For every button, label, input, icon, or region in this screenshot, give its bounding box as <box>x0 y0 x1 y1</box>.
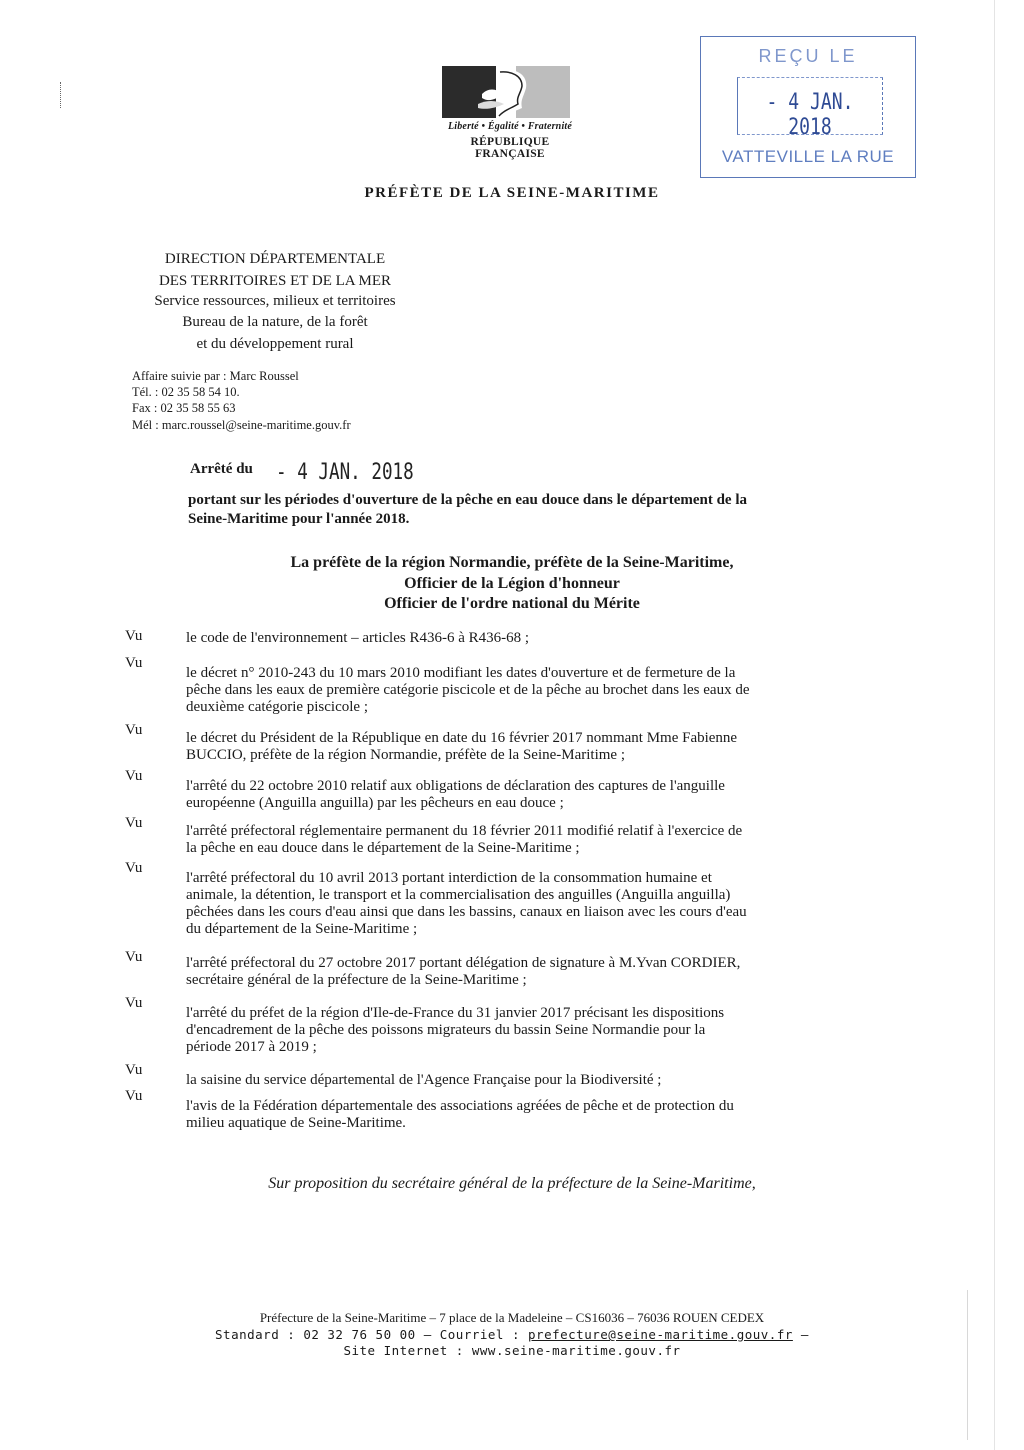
vu-label: Vu <box>125 949 143 965</box>
consideration-item: l'arrêté du 22 octobre 2010 relatif aux obligations de déclaration des captures de l'anguille européenne (Anguilla anguilla) par les pêcheurs en eau douce ; <box>186 778 725 811</box>
contact-tel: Tél. : 02 35 58 54 10. <box>132 385 240 399</box>
footer-contact <box>0 1327 1024 1342</box>
vu-label: Vu <box>125 655 143 671</box>
prefecture-title: PRÉFÈTE DE LA SEINE-MARITIME <box>364 185 660 201</box>
scan-right-edge <box>994 0 995 1450</box>
footer-site: Site Internet : www.seine-maritime.gouv.fr <box>343 1343 681 1358</box>
arrete-subject-line: Seine-Maritime pour l'année 2018. <box>188 511 410 527</box>
vu-label: Vu <box>125 722 143 738</box>
department-line: DES TERRITOIRES ET DE LA MER <box>158 273 392 289</box>
stamp-date-box <box>737 77 883 140</box>
footer-dash: – <box>792 1327 809 1342</box>
arrete-subject-line: portant sur les périodes d'ouverture de la pêche en eau douce dans le département de la <box>188 492 748 508</box>
stamp-title: REÇU LE <box>758 46 858 66</box>
consideration-item: l'arrêté préfectoral réglementaire permanent du 18 février 2011 modifié relatif à l'exercice de la pêche en eau douce dans le département de la Seine-Maritime ; <box>186 823 743 856</box>
intro-line: Officier de l'ordre national du Mérite <box>384 595 640 612</box>
received-stamp <box>700 36 916 178</box>
department-line: Service ressources, milieux et territoires <box>154 293 396 309</box>
footer-email-link[interactable]: prefecture@seine-maritime.gouv.fr <box>528 1327 793 1342</box>
proposal-line: Sur proposition du secrétaire général de la préfecture de la Seine-Maritime, <box>268 1175 756 1192</box>
footer-standard: Standard : 02 32 76 50 00 – Courriel : <box>215 1327 529 1342</box>
vu-label: Vu <box>125 1088 143 1104</box>
scan-fold-line <box>967 1290 968 1440</box>
footer-address: Préfecture de la Seine-Maritime – 7 place de la Madeleine – CS16036 – 76036 ROUEN CEDEX <box>259 1310 765 1325</box>
stamp-date: - 4 JAN. 2018 <box>766 90 854 140</box>
marianne-logo <box>442 66 570 126</box>
contact-followed-by: Affaire suivie par : Marc Roussel <box>132 369 299 383</box>
consideration-item: l'arrêté préfectoral du 10 avril 2013 portant interdiction de la consommation humaine et animale, la détention, le transport et la commercialisation des anguilles (Anguilla anguilla) pêchées dans les cours d'eau ainsi que dans les bassins, canaux en liaison avec les cours d'eau du département de la Seine-Maritime ; <box>186 870 747 937</box>
department-line: et du développement rural <box>196 336 354 352</box>
arrete-label: Arrêté du <box>190 461 253 477</box>
contact-fax: Fax : 02 35 58 55 63 <box>132 401 236 415</box>
vu-label: Vu <box>125 1062 143 1078</box>
consideration-item: le décret n° 2010-243 du 10 mars 2010 modifiant les dates d'ouverture et de fermeture de la pêche dans les eaux de première catégorie piscicole et de la pêche au brochet dans les eaux de deuxième catégorie piscicole ; <box>186 665 750 715</box>
contact-mail: Mél : marc.roussel@seine-maritime.gouv.fr <box>132 418 351 432</box>
vu-label: Vu <box>125 860 143 876</box>
consideration-item: l'arrêté préfectoral du 27 octobre 2017 portant délégation de signature à M.Yvan CORDIER, secrétaire général de la préfecture de la Seine-Maritime ; <box>186 955 741 988</box>
consideration-item: l'avis de la Fédération départementale des associations agréées de pêche et de protection du milieu aquatique de Seine-Maritime. <box>186 1098 734 1131</box>
intro-line: Officier de la Légion d'honneur <box>404 575 620 592</box>
vu-label: Vu <box>125 768 143 784</box>
stamp-place: VATTEVILLE LA RUE <box>721 147 895 166</box>
arrete-date-stamp: - 4 JAN. 2018 <box>276 460 414 485</box>
consideration-item: la saisine du service départemental de l'Agence Française pour la Biodiversité ; <box>186 1072 662 1088</box>
vu-label: Vu <box>125 628 143 644</box>
republic-motto: Liberté • Égalité • Fraternité <box>447 121 573 132</box>
republic-name: RÉPUBLIQUE FRANÇAISE <box>470 136 550 160</box>
vu-label: Vu <box>125 995 143 1011</box>
vu-label: Vu <box>125 815 143 831</box>
consideration-item: le code de l'environnement – articles R436-6 à R436-68 ; <box>186 630 530 646</box>
department-line: Bureau de la nature, de la forêt <box>182 314 368 330</box>
department-line: DIRECTION DÉPARTEMENTALE <box>164 251 386 267</box>
intro-line: La préfète de la région Normandie, préfète de la Seine-Maritime, <box>290 554 734 571</box>
scan-edge-mark <box>60 82 63 108</box>
consideration-item: l'arrêté du préfet de la région d'Ile-de-France du 31 janvier 2017 précisant les dispositions d'encadrement de la pêche des poissons migrateurs du bassin Seine Normandie pour la période 2017 à 2019 ; <box>186 1005 725 1055</box>
consideration-item: le décret du Président de la République en date du 16 février 2017 nommant Mme Fabienne BUCCIO, préfète de la région Normandie, préfète de la Seine-Maritime ; <box>186 730 738 763</box>
